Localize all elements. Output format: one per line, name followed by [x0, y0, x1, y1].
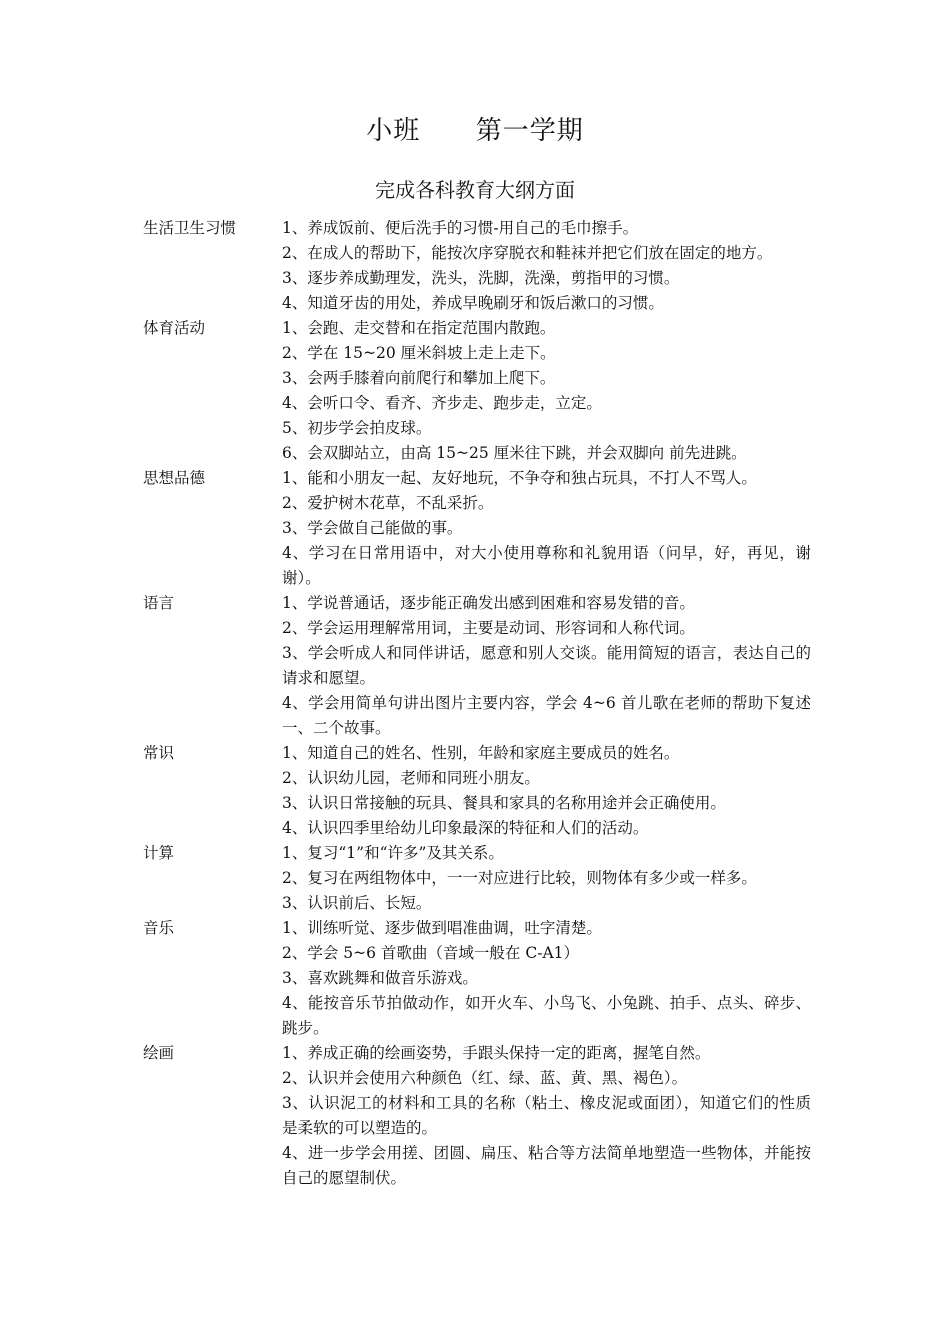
list-item: 1、训练听觉、逐步做到唱准曲调，吐字清楚。 [282, 919, 602, 937]
page-subtitle: 完成各科教育大纲方面 [375, 178, 575, 202]
list-item: 5、初步学会拍皮球。 [282, 419, 432, 437]
section-item-list [282, 316, 811, 466]
list-item: 4、学习在日常用语中，对大小使用尊称和礼貌用语（问早，好，再见，谢谢）。 [282, 544, 811, 587]
list-item: 4、会听口令、看齐、齐步走、跑步走，立定。 [282, 394, 602, 412]
list-item: 4、学会用简单句讲出图片主要内容，学会 4~6 首儿歌在老师的帮助下复述一、二个故事。 [282, 694, 811, 737]
list-item: 4、能按音乐节拍做动作，如开火车、小鸟飞、小兔跳、拍手、点头、碎步、跳步。 [282, 994, 811, 1037]
section-item-list [282, 591, 811, 741]
section-6 [143, 916, 811, 1041]
list-item: 1、养成饭前、便后洗手的习惯-用自己的毛巾擦手。 [282, 219, 639, 237]
section-2 [143, 466, 811, 591]
section-1 [143, 316, 811, 466]
list-item: 2、认识并会使用六种颜色（红、绿、蓝、黄、黑、褐色）。 [282, 1069, 688, 1087]
section-label: 计算 [143, 844, 175, 862]
list-item: 1、会跑、走交替和在指定范围内散跑。 [282, 319, 556, 337]
section-label: 音乐 [143, 919, 175, 937]
section-label: 体育活动 [143, 319, 206, 337]
list-item: 2、认识幼儿园，老师和同班小朋友。 [282, 769, 540, 787]
list-item: 2、复习在两组物体中，一一对应进行比较，则物体有多少或一样多。 [282, 869, 757, 887]
section-item-list [282, 216, 811, 316]
list-item: 6、会双脚站立，由高 15~25 厘米往下跳，并会双脚向 前先进跳。 [282, 444, 747, 462]
list-item: 3、认识日常接触的玩具、餐具和家具的名称用途并会正确使用。 [282, 794, 726, 812]
list-item: 3、学会做自己能做的事。 [282, 519, 463, 537]
list-item: 1、复习“1”和“许多”及其关系。 [282, 844, 504, 862]
section-item-list [282, 916, 811, 1041]
list-item: 4、知道牙齿的用处，养成早晚刷牙和饭后漱口的习惯。 [282, 294, 664, 312]
list-item: 1、养成正确的绘画姿势，手跟头保持一定的距离，握笔自然。 [282, 1044, 711, 1062]
list-item: 2、学会运用理解常用词，主要是动词、形容词和人称代词。 [282, 619, 695, 637]
list-item: 1、能和小朋友一起、友好地玩，不争夺和独占玩具，不打人不骂人。 [282, 469, 757, 487]
list-item: 2、爱护树木花草，不乱采折。 [282, 494, 494, 512]
list-item: 3、会两手膝着向前爬行和攀加上爬下。 [282, 369, 556, 387]
list-item: 3、学会听成人和同伴讲话，愿意和别人交谈。能用简短的语言，表达自己的请求和愿望。 [282, 644, 811, 687]
section-item-list [282, 741, 811, 841]
list-item: 4、进一步学会用搓、团圆、扁压、粘合等方法简单地塑造一些物体，并能按自己的愿望制伏。 [282, 1144, 811, 1187]
list-item: 1、学说普通话，逐步能正确发出感到困难和容易发错的音。 [282, 594, 695, 612]
list-item: 2、学会 5~6 首歌曲（音域一般在 C-A1） [282, 944, 580, 962]
section-item-list [282, 841, 811, 916]
section-7 [143, 1041, 811, 1191]
section-item-list [282, 466, 811, 591]
page-title: 小班 第一学期 [366, 116, 584, 146]
section-3 [143, 591, 811, 741]
section-label: 常识 [143, 744, 175, 762]
section-label: 思想品德 [143, 469, 206, 487]
section-label: 绘画 [143, 1044, 175, 1062]
list-item: 3、认识前后、长短。 [282, 894, 432, 912]
section-item-list [282, 1041, 811, 1191]
section-4 [143, 741, 811, 841]
list-item: 3、认识泥工的材料和工具的名称（粘土、橡皮泥或面团），知道它们的性质是柔软的可以塑造的。 [282, 1094, 811, 1137]
section-label: 语言 [143, 594, 175, 612]
list-item: 3、喜欢跳舞和做音乐游戏。 [282, 969, 478, 987]
list-item: 2、在成人的帮助下，能按次序穿脱衣和鞋袜并把它们放在固定的地方。 [282, 244, 773, 262]
section-label: 生活卫生习惯 [143, 219, 237, 237]
list-item: 1、知道自己的姓名、性别，年龄和家庭主要成员的姓名。 [282, 744, 680, 762]
list-item: 2、学在 15~20 厘米斜坡上走上走下。 [282, 344, 556, 362]
list-item: 3、逐步养成勤理发，洗头，洗脚，洗澡，剪指甲的习惯。 [282, 269, 680, 287]
list-item: 4、认识四季里给幼儿印象最深的特征和人们的活动。 [282, 819, 649, 837]
section-0 [143, 216, 811, 316]
curriculum-outline [143, 216, 811, 1191]
section-5 [143, 841, 811, 916]
